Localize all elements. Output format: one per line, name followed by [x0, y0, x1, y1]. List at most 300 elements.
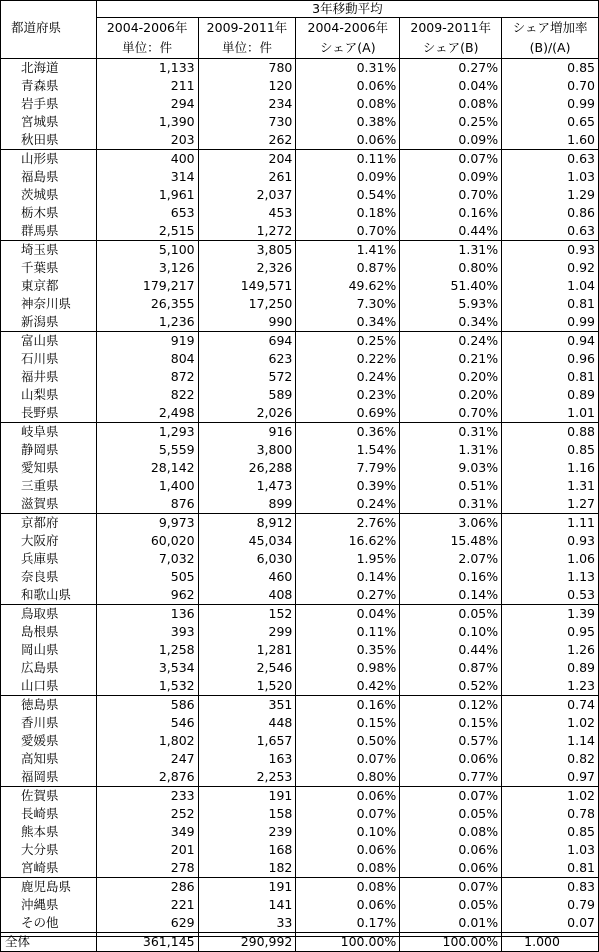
- share-growth-cell: 0.78: [502, 805, 599, 823]
- share-growth-cell: 0.93: [502, 532, 599, 550]
- count-2009-2011-cell: 351: [198, 696, 296, 715]
- table-row: [1, 677, 599, 696]
- share-growth-cell: 1.02: [502, 787, 599, 806]
- table-row: [1, 659, 599, 677]
- prefecture-name-cell: 山口県: [1, 677, 97, 696]
- table-row: [1, 368, 599, 386]
- table-row: [1, 423, 599, 442]
- count-2004-2006-cell: 221: [96, 896, 198, 914]
- prefecture-name-cell: 北海道: [1, 59, 97, 78]
- share-growth-cell: 0.82: [502, 750, 599, 768]
- total-count-2009-2011-cell: 290,992: [198, 933, 296, 952]
- share-b-cell: 0.15%: [400, 714, 502, 732]
- prefecture-name-cell: 岐阜県: [1, 423, 97, 442]
- share-growth-cell: 0.92: [502, 259, 599, 277]
- count-2009-2011-cell: 152: [198, 605, 296, 624]
- header-row-1: [1, 18, 599, 39]
- share-a-cell: 0.25%: [296, 332, 400, 351]
- share-b-cell: 0.57%: [400, 732, 502, 750]
- share-growth-cell: 0.85: [502, 441, 599, 459]
- share-a-cell: 0.98%: [296, 659, 400, 677]
- share-b-cell: 0.10%: [400, 623, 502, 641]
- table-row: [1, 605, 599, 624]
- share-b-cell: 0.70%: [400, 404, 502, 423]
- share-a-cell: 0.27%: [296, 586, 400, 605]
- count-2009-2011-cell: 623: [198, 350, 296, 368]
- share-a-cell: 0.70%: [296, 222, 400, 241]
- prefecture-name-cell: 青森県: [1, 77, 97, 95]
- prefecture-name-cell: 兵庫県: [1, 550, 97, 568]
- count-2004-2006-cell: 60,020: [96, 532, 198, 550]
- share-b-cell: 3.06%: [400, 514, 502, 533]
- share-growth-cell: 0.96: [502, 350, 599, 368]
- share-b-cell: 0.51%: [400, 477, 502, 495]
- prefecture-name-cell: 長崎県: [1, 805, 97, 823]
- table-row: [1, 714, 599, 732]
- share-b-cell: 0.05%: [400, 605, 502, 624]
- share-growth-cell: 1.14: [502, 732, 599, 750]
- count-2004-2006-cell: 872: [96, 368, 198, 386]
- count-2004-2006-cell: 7,032: [96, 550, 198, 568]
- share-b-cell: 0.80%: [400, 259, 502, 277]
- prefecture-name-cell: 石川県: [1, 350, 97, 368]
- count-2004-2006-cell: 294: [96, 95, 198, 113]
- prefecture-name-cell: 山梨県: [1, 386, 97, 404]
- share-a-cell: 0.69%: [296, 404, 400, 423]
- prefecture-name-cell: その他: [1, 914, 97, 933]
- share-a-cell: 0.36%: [296, 423, 400, 442]
- count-2009-2011-cell: 8,912: [198, 514, 296, 533]
- share-b-cell: 0.12%: [400, 696, 502, 715]
- count-2004-2006-cell: 1,293: [96, 423, 198, 442]
- col2-header-period: 2009-2011年: [198, 18, 296, 39]
- share-a-cell: 0.06%: [296, 896, 400, 914]
- count-2004-2006-cell: 400: [96, 150, 198, 169]
- count-2004-2006-cell: 286: [96, 878, 198, 897]
- count-2004-2006-cell: 1,390: [96, 113, 198, 131]
- table-row: [1, 514, 599, 533]
- prefecture-name-cell: 東京都: [1, 277, 97, 295]
- total-share-growth-cell: 1.000: [502, 933, 599, 952]
- share-a-cell: 0.22%: [296, 350, 400, 368]
- share-a-cell: 49.62%: [296, 277, 400, 295]
- share-b-cell: 0.08%: [400, 95, 502, 113]
- prefecture-name-cell: 沖縄県: [1, 896, 97, 914]
- share-a-cell: 0.07%: [296, 805, 400, 823]
- count-2004-2006-cell: 629: [96, 914, 198, 933]
- table-row: [1, 204, 599, 222]
- share-growth-cell: 1.01: [502, 404, 599, 423]
- count-2004-2006-cell: 822: [96, 386, 198, 404]
- count-2004-2006-cell: 962: [96, 586, 198, 605]
- count-2009-2011-cell: 408: [198, 586, 296, 605]
- table-row: [1, 186, 599, 204]
- count-2004-2006-cell: 252: [96, 805, 198, 823]
- share-growth-cell: 0.83: [502, 878, 599, 897]
- count-2004-2006-cell: 1,236: [96, 313, 198, 332]
- table-row: [1, 878, 599, 897]
- prefecture-name-cell: 茨城県: [1, 186, 97, 204]
- count-2009-2011-cell: 1,473: [198, 477, 296, 495]
- count-2004-2006-cell: 919: [96, 332, 198, 351]
- share-b-cell: 0.27%: [400, 59, 502, 78]
- table-row: [1, 459, 599, 477]
- prefecture-name-cell: 滋賀県: [1, 495, 97, 514]
- table-row: [1, 59, 599, 78]
- count-2009-2011-cell: 460: [198, 568, 296, 586]
- share-a-cell: 0.06%: [296, 131, 400, 150]
- prefecture-name-cell: 京都府: [1, 514, 97, 533]
- share-b-cell: 0.14%: [400, 586, 502, 605]
- count-2009-2011-cell: 2,026: [198, 404, 296, 423]
- count-2009-2011-cell: 26,288: [198, 459, 296, 477]
- share-b-cell: 0.06%: [400, 750, 502, 768]
- share-a-cell: 0.35%: [296, 641, 400, 659]
- share-b-cell: 5.93%: [400, 295, 502, 313]
- total-share-b-cell: 100.00%: [400, 933, 502, 952]
- share-growth-cell: 0.86: [502, 204, 599, 222]
- share-b-cell: 0.87%: [400, 659, 502, 677]
- share-a-cell: 0.14%: [296, 568, 400, 586]
- share-a-cell: 0.11%: [296, 150, 400, 169]
- share-a-cell: 1.95%: [296, 550, 400, 568]
- prefecture-name-cell: 長野県: [1, 404, 97, 423]
- count-2004-2006-cell: 1,961: [96, 186, 198, 204]
- prefecture-name-cell: 宮城県: [1, 113, 97, 131]
- col2-header-unit: 単位：件: [198, 38, 296, 59]
- share-a-cell: 0.09%: [296, 168, 400, 186]
- share-b-cell: 0.08%: [400, 823, 502, 841]
- table-row: [1, 696, 599, 715]
- table-row: [1, 150, 599, 169]
- count-2009-2011-cell: 694: [198, 332, 296, 351]
- count-2004-2006-cell: 1,532: [96, 677, 198, 696]
- prefecture-name-cell: 山形県: [1, 150, 97, 169]
- prefecture-name-cell: 徳島県: [1, 696, 97, 715]
- prefecture-name-cell: 熊本県: [1, 823, 97, 841]
- count-2004-2006-cell: 3,126: [96, 259, 198, 277]
- share-a-cell: 2.76%: [296, 514, 400, 533]
- share-growth-cell: 1.16: [502, 459, 599, 477]
- table-row: [1, 841, 599, 859]
- share-growth-cell: 1.02: [502, 714, 599, 732]
- table-row: [1, 805, 599, 823]
- count-2009-2011-cell: 916: [198, 423, 296, 442]
- col3-header-period: 2004-2006年: [296, 18, 400, 39]
- share-b-cell: 2.07%: [400, 550, 502, 568]
- count-2004-2006-cell: 2,876: [96, 768, 198, 787]
- count-2009-2011-cell: 17,250: [198, 295, 296, 313]
- share-a-cell: 0.06%: [296, 841, 400, 859]
- count-2004-2006-cell: 1,802: [96, 732, 198, 750]
- total-row: [1, 933, 599, 952]
- count-2009-2011-cell: 2,546: [198, 659, 296, 677]
- prefecture-name-cell: 秋田県: [1, 131, 97, 150]
- count-2004-2006-cell: 5,559: [96, 441, 198, 459]
- share-a-cell: 0.50%: [296, 732, 400, 750]
- table-row: [1, 113, 599, 131]
- table-row: [1, 168, 599, 186]
- table-row: [1, 532, 599, 550]
- count-2009-2011-cell: 299: [198, 623, 296, 641]
- table-row: [1, 732, 599, 750]
- count-2004-2006-cell: 2,498: [96, 404, 198, 423]
- table-row: [1, 313, 599, 332]
- prefecture-name-cell: 鳥取県: [1, 605, 97, 624]
- share-a-cell: 0.80%: [296, 768, 400, 787]
- count-2004-2006-cell: 1,133: [96, 59, 198, 78]
- prefecture-name-cell: 新潟県: [1, 313, 97, 332]
- count-2009-2011-cell: 453: [198, 204, 296, 222]
- prefecture-name-cell: 大阪府: [1, 532, 97, 550]
- table-row: [1, 787, 599, 806]
- table-row: [1, 914, 599, 933]
- share-b-cell: 0.34%: [400, 313, 502, 332]
- share-a-cell: 0.18%: [296, 204, 400, 222]
- total-prefecture-name-cell: 全体: [1, 933, 97, 952]
- count-2004-2006-cell: 233: [96, 787, 198, 806]
- count-2009-2011-cell: 191: [198, 787, 296, 806]
- share-a-cell: 0.10%: [296, 823, 400, 841]
- prefecture-name-cell: 愛媛県: [1, 732, 97, 750]
- prefecture-name-cell: 岡山県: [1, 641, 97, 659]
- count-2009-2011-cell: 45,034: [198, 532, 296, 550]
- table-row: [1, 131, 599, 150]
- share-a-cell: 0.08%: [296, 859, 400, 878]
- share-b-cell: 0.07%: [400, 787, 502, 806]
- share-growth-cell: 0.89: [502, 659, 599, 677]
- share-b-cell: 0.01%: [400, 914, 502, 933]
- share-growth-cell: 0.81: [502, 368, 599, 386]
- share-a-cell: 0.16%: [296, 696, 400, 715]
- group-title: 3年移動平均: [96, 0, 598, 18]
- share-b-cell: 0.21%: [400, 350, 502, 368]
- prefecture-name-cell: 群馬県: [1, 222, 97, 241]
- share-a-cell: 0.04%: [296, 605, 400, 624]
- share-b-cell: 0.31%: [400, 495, 502, 514]
- share-b-cell: 0.09%: [400, 168, 502, 186]
- share-growth-cell: 0.85: [502, 823, 599, 841]
- table-row: [1, 441, 599, 459]
- share-growth-cell: 1.27: [502, 495, 599, 514]
- prefecture-name-cell: 佐賀県: [1, 787, 97, 806]
- share-a-cell: 0.15%: [296, 714, 400, 732]
- share-b-cell: 0.04%: [400, 77, 502, 95]
- share-growth-cell: 0.85: [502, 59, 599, 78]
- table-row: [1, 477, 599, 495]
- prefecture-name-cell: 岩手県: [1, 95, 97, 113]
- count-2009-2011-cell: 163: [198, 750, 296, 768]
- table-row: [1, 259, 599, 277]
- share-growth-cell: 0.63: [502, 222, 599, 241]
- share-growth-cell: 0.88: [502, 423, 599, 442]
- share-b-cell: 1.31%: [400, 241, 502, 260]
- share-growth-cell: 0.94: [502, 332, 599, 351]
- share-a-cell: 0.08%: [296, 878, 400, 897]
- share-growth-cell: 1.03: [502, 168, 599, 186]
- prefecture-name-cell: 島根県: [1, 623, 97, 641]
- share-a-cell: 0.39%: [296, 477, 400, 495]
- col1-header-unit: 単位：件: [96, 38, 198, 59]
- table-row: [1, 896, 599, 914]
- share-a-cell: 0.07%: [296, 750, 400, 768]
- share-growth-cell: 1.60: [502, 131, 599, 150]
- share-growth-cell: 1.13: [502, 568, 599, 586]
- share-b-cell: 0.07%: [400, 878, 502, 897]
- prefecture-name-cell: 三重県: [1, 477, 97, 495]
- share-b-cell: 0.09%: [400, 131, 502, 150]
- count-2004-2006-cell: 247: [96, 750, 198, 768]
- share-growth-cell: 0.89: [502, 386, 599, 404]
- count-2004-2006-cell: 3,534: [96, 659, 198, 677]
- share-b-cell: 0.16%: [400, 204, 502, 222]
- count-2009-2011-cell: 730: [198, 113, 296, 131]
- count-2004-2006-cell: 653: [96, 204, 198, 222]
- share-a-cell: 16.62%: [296, 532, 400, 550]
- share-b-cell: 0.44%: [400, 641, 502, 659]
- col5-header-formula: (B)/(A): [502, 38, 599, 59]
- total-share-a-cell: 100.00%: [296, 933, 400, 952]
- count-2009-2011-cell: 33: [198, 914, 296, 933]
- count-2009-2011-cell: 6,030: [198, 550, 296, 568]
- share-growth-cell: 1.06: [502, 550, 599, 568]
- share-a-cell: 0.42%: [296, 677, 400, 696]
- share-b-cell: 0.05%: [400, 805, 502, 823]
- share-growth-cell: 0.70: [502, 77, 599, 95]
- table-row: [1, 568, 599, 586]
- count-2009-2011-cell: 141: [198, 896, 296, 914]
- table-row: [1, 586, 599, 605]
- count-2004-2006-cell: 28,142: [96, 459, 198, 477]
- count-2004-2006-cell: 211: [96, 77, 198, 95]
- count-2009-2011-cell: 780: [198, 59, 296, 78]
- prefecture-name-cell: 愛知県: [1, 459, 97, 477]
- count-2009-2011-cell: 191: [198, 878, 296, 897]
- share-a-cell: 0.24%: [296, 495, 400, 514]
- share-b-cell: 0.24%: [400, 332, 502, 351]
- prefecture-name-cell: 奈良県: [1, 568, 97, 586]
- count-2009-2011-cell: 204: [198, 150, 296, 169]
- count-2009-2011-cell: 261: [198, 168, 296, 186]
- table-row: [1, 750, 599, 768]
- share-growth-cell: 0.97: [502, 768, 599, 787]
- table-row: [1, 641, 599, 659]
- count-2004-2006-cell: 179,217: [96, 277, 198, 295]
- share-growth-cell: 0.95: [502, 623, 599, 641]
- count-2009-2011-cell: 572: [198, 368, 296, 386]
- header-row-group: [1, 0, 599, 18]
- share-b-cell: 0.16%: [400, 568, 502, 586]
- share-growth-cell: 0.07: [502, 914, 599, 933]
- prefecture-name-cell: 千葉県: [1, 259, 97, 277]
- count-2009-2011-cell: 899: [198, 495, 296, 514]
- count-2009-2011-cell: 182: [198, 859, 296, 878]
- share-a-cell: 0.34%: [296, 313, 400, 332]
- share-b-cell: 0.07%: [400, 150, 502, 169]
- share-b-cell: 15.48%: [400, 532, 502, 550]
- prefecture-name-cell: 富山県: [1, 332, 97, 351]
- count-2004-2006-cell: 278: [96, 859, 198, 878]
- col4-header-period: 2009-2011年: [400, 18, 502, 39]
- share-growth-cell: 0.65: [502, 113, 599, 131]
- prefecture-name-cell: 大分県: [1, 841, 97, 859]
- count-2004-2006-cell: 136: [96, 605, 198, 624]
- count-2004-2006-cell: 2,515: [96, 222, 198, 241]
- share-b-cell: 0.70%: [400, 186, 502, 204]
- count-2004-2006-cell: 1,258: [96, 641, 198, 659]
- share-growth-cell: 1.26: [502, 641, 599, 659]
- col1-header-period: 2004-2006年: [96, 18, 198, 39]
- share-growth-cell: 0.74: [502, 696, 599, 715]
- count-2004-2006-cell: 314: [96, 168, 198, 186]
- share-b-cell: 0.44%: [400, 222, 502, 241]
- count-2009-2011-cell: 2,326: [198, 259, 296, 277]
- share-b-cell: 0.77%: [400, 768, 502, 787]
- count-2009-2011-cell: 3,805: [198, 241, 296, 260]
- share-growth-cell: 1.23: [502, 677, 599, 696]
- count-2009-2011-cell: 990: [198, 313, 296, 332]
- prefecture-name-cell: 福井県: [1, 368, 97, 386]
- share-b-cell: 0.06%: [400, 841, 502, 859]
- count-2004-2006-cell: 26,355: [96, 295, 198, 313]
- share-growth-cell: 1.29: [502, 186, 599, 204]
- share-growth-cell: 0.63: [502, 150, 599, 169]
- count-2004-2006-cell: 5,100: [96, 241, 198, 260]
- table-row: [1, 859, 599, 878]
- table-row: [1, 77, 599, 95]
- col5-header-title: シェア増加率: [502, 18, 599, 39]
- count-2004-2006-cell: 201: [96, 841, 198, 859]
- count-2009-2011-cell: 1,657: [198, 732, 296, 750]
- share-a-cell: 0.31%: [296, 59, 400, 78]
- prefecture-name-cell: 福島県: [1, 168, 97, 186]
- count-2009-2011-cell: 120: [198, 77, 296, 95]
- prefecture-name-cell: 栃木県: [1, 204, 97, 222]
- table-row: [1, 277, 599, 295]
- count-2009-2011-cell: 589: [198, 386, 296, 404]
- col4-header-unit: シェア(B): [400, 38, 502, 59]
- table-row: [1, 295, 599, 313]
- share-growth-cell: 0.93: [502, 241, 599, 260]
- count-2009-2011-cell: 1,272: [198, 222, 296, 241]
- share-b-cell: 9.03%: [400, 459, 502, 477]
- share-growth-cell: 1.04: [502, 277, 599, 295]
- table-row: [1, 495, 599, 514]
- table-row: [1, 386, 599, 404]
- table-row: [1, 95, 599, 113]
- count-2009-2011-cell: 2,253: [198, 768, 296, 787]
- count-2004-2006-cell: 1,400: [96, 477, 198, 495]
- count-2009-2011-cell: 448: [198, 714, 296, 732]
- share-b-cell: 1.31%: [400, 441, 502, 459]
- prefecture-column-header: 都道府県: [1, 18, 97, 39]
- count-2009-2011-cell: 1,281: [198, 641, 296, 659]
- total-count-2004-2006-cell: 361,145: [96, 933, 198, 952]
- share-a-cell: 0.08%: [296, 95, 400, 113]
- prefecture-name-cell: 埼玉県: [1, 241, 97, 260]
- share-b-cell: 0.20%: [400, 368, 502, 386]
- share-a-cell: 0.06%: [296, 787, 400, 806]
- share-growth-cell: 0.81: [502, 859, 599, 878]
- count-2004-2006-cell: 546: [96, 714, 198, 732]
- share-growth-cell: 1.03: [502, 841, 599, 859]
- prefecture-name-cell: 鹿児島県: [1, 878, 97, 897]
- count-2009-2011-cell: 1,520: [198, 677, 296, 696]
- prefecture-name-cell: 静岡県: [1, 441, 97, 459]
- table-row: [1, 768, 599, 787]
- share-a-cell: 7.30%: [296, 295, 400, 313]
- table-row: [1, 823, 599, 841]
